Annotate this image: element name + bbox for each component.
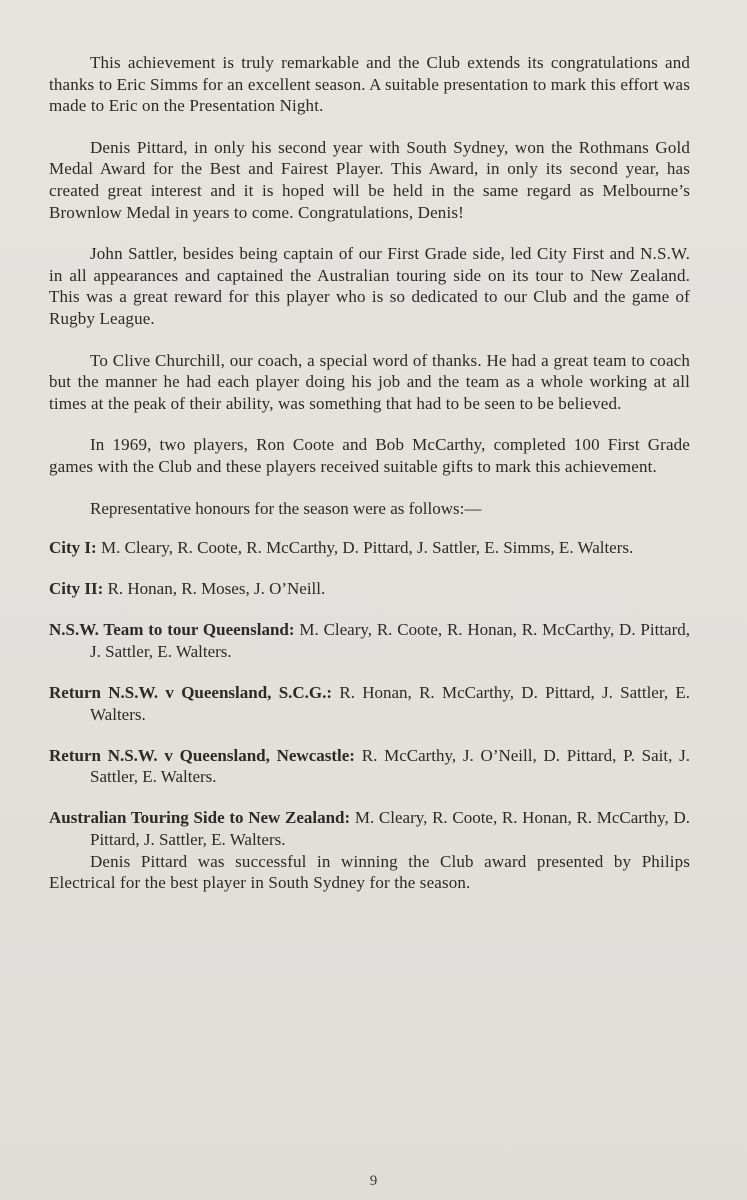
paragraph-100-games: In 1969, two players, Ron Coote and Bob McCarthy, completed 100 First Grade games with the Club and these players received suitable gifts to mark this achievement. <box>49 435 690 476</box>
honour-entry <box>49 537 690 559</box>
honour-label: City II: <box>49 579 104 599</box>
honour-label: Australian Touring Side to New Zealand: <box>49 808 351 828</box>
paragraph-philips-award: Denis Pittard was successful in winning the Club award presented by Philips Electrical for the best player in South Sydney for the season. <box>49 851 690 893</box>
honour-names: M. Cleary, R. Coote, R. McCarthy, D. Pittard, J. Sattler, E. Simms, E. Walters. <box>100 538 634 558</box>
honour-entry <box>49 578 690 600</box>
honour-names: R. McCarthy, J. O’Neill, D. Pittard, P. Sait, J. Sattler, E. Walters. <box>90 745 691 787</box>
honour-label: N.S.W. Team to tour Queensland: <box>49 620 295 640</box>
honour-names: R. Honan, R. McCarthy, D. Pittard, J. Sattler, E. Walters. <box>90 682 690 724</box>
honour-label: Return N.S.W. v Queensland, Newcastle: <box>49 745 355 765</box>
page-number: 9 <box>369 1173 378 1189</box>
honour-names: R. Honan, R. Moses, J. O’Neill. <box>107 579 326 599</box>
honour-entry <box>49 807 690 850</box>
honour-names: M. Cleary, R. Coote, R. Honan, R. McCarthy, D. Pittard, J. Sattler, E. Walters. <box>90 620 690 661</box>
honour-entry <box>49 682 690 725</box>
honour-names: M. Cleary, R. Coote, R. Honan, R. McCarthy, D. Pittard, J. Sattler, E. Walters. <box>90 808 691 849</box>
paragraph-sattler-captain: John Sattler, besides being captain of our First Grade side, led City First and N.S.W. in all appearances and captained the Australian touring side on its tour to New Zealand. This was a great reward for this player who is so dedicated to our Club and the game of Rugby League. <box>49 244 690 328</box>
honour-label: Return N.S.W. v Queensland, S.C.G.: <box>49 682 333 702</box>
honour-label: City I: <box>49 538 97 558</box>
paragraph-simms-achievement: This achievement is truly remarkable and the Club extends its congratulations and thanks to Eric Simms for an excellent season. A suitable presentation to mark this effort was made to Eric on the Presentation Night. <box>49 53 690 116</box>
paragraph-pittard-medal: Denis Pittard, in only his second year with South Sydney, won the Rothmans Gold Medal Award for the Best and Fairest Player. This Award, in only its second year, has created great interest and it is hoped will be held in the same regard as Melbourne’s Brownlow Medal in years to come. Congratulations, Denis! <box>49 137 690 222</box>
honours-intro: Representative honours for the season were as follows:— <box>90 498 482 518</box>
paragraph-churchill-coach: To Clive Churchill, our coach, a special word of thanks. He had a great team to coach but the manner he had each player doing his job and the team as a whole working at all times at the peak of their ability, was something that had to be seen to be believed. <box>49 350 690 413</box>
honour-entry <box>49 619 690 662</box>
page-content <box>49 52 690 894</box>
honour-entry <box>49 745 690 788</box>
honours-list <box>49 537 690 850</box>
